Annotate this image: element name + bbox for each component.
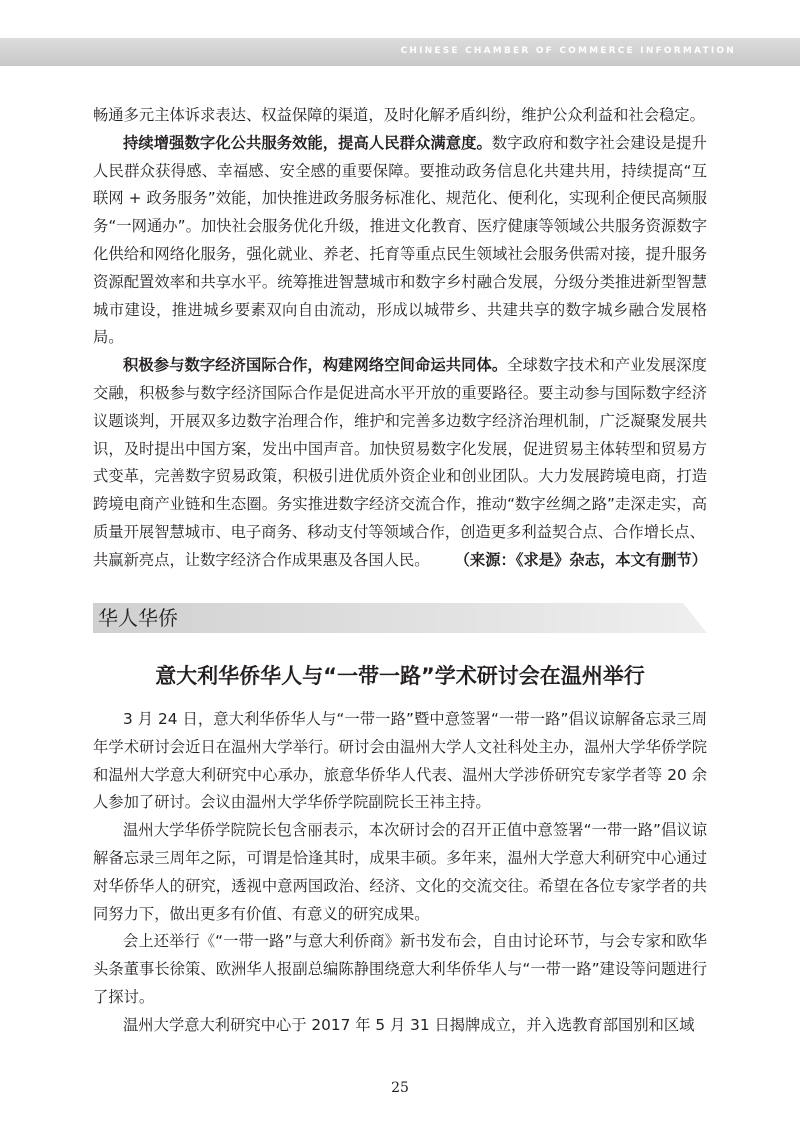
article-title: 意大利华侨华人与“一带一路”学术研讨会在温州举行 <box>155 664 645 688</box>
article-body <box>93 706 707 1040</box>
article-paragraph: 温州大学意大利研究中心于 2017 年 5 月 31 日揭牌成立，并入选教育部国别和区域 <box>123 1015 695 1034</box>
paragraph-text: 全球数字技术和产业发展深度交融，积极参与数字经济国际合作是促进高水平开放的重要路径。要主动参与国际数字经济议题谈判，开展双多边数字治理合作，维护和完善多边数字经济治理机制，广泛凝聚发展共识，及时提出中国方案，发出中国声音。加快贸易数字化发展，促进贸易主体转型和贸易方式变革，完善数字贸易政策，积极引进优质外资企业和创业团队。大力发展跨境电商，打造跨境电商产业链和生态圈。务实推进数字经济交流合作，推动“数字丝绸之路”走深走实，高质量开展智慧城市、电子商务、移动支付等领域合作，创造更多利益契合点、合作增长点、 <box>93 356 707 541</box>
publication-header: CHINESE CHAMBER OF COMMERCE INFORMATION <box>400 46 736 56</box>
section-title: 华人华侨 <box>98 606 178 630</box>
previous-article-body <box>93 102 707 575</box>
body-paragraph <box>93 130 707 352</box>
source-attribution: （来源：《求是》杂志，本文有删节） <box>454 550 707 569</box>
article-paragraph: 会上还举行《“一带一路”与意大利侨商》新书发布会，自由讨论环节，与会专家和欧华头条董事长徐策、欧洲华人报副总编陈静围绕意大利华侨华人与“一带一路”建设等问题进行了探讨。 <box>93 932 707 1006</box>
source-line <box>93 547 707 575</box>
bold-lead: 持续增强数字化公共服务效能，提高人民群众满意度。 <box>123 133 492 152</box>
bold-lead: 积极参与数字经济国际合作，构建网络空间命运共同体。 <box>123 356 508 375</box>
paragraph-text: 数字政府和数字社会建设是提升人民群众获得感、幸福感、安全感的重要保障。要推动政务信息化共建共用，持续提高“互联网 + 政务服务”效能，加快推进政务服务标准化、规范化、便利化，实现利企便民高频服务“一网通办”。加快社会服务优化升级，推进文化教育、医疗健康等领域公共服务资源数字化供给和网络化服务，强化就业、养老、托育等重点民生领域社会服务供需对接，提升服务资源配置效率和共享水平。统筹推进智慧城市和数字乡村融合发展，分级分类推进新型智慧城市建设，推进城乡要素双向自由流动，形成以城带乡、共建共享的数字城乡融合发展格局。 <box>93 133 707 347</box>
continuation-paragraph: 畅通多元主体诉求表达、权益保障的渠道，及时化解矛盾纠纷，维护公众利益和社会稳定。 <box>93 106 705 124</box>
article-paragraph: 3 月 24 日，意大利华侨华人与“一带一路”暨中意签署“一带一路”倡议谅解备忘录三周年学术研讨会近日在温州大学举行。研讨会由温州大学人文社科处主办，温州大学华侨学院和温州大学意大利研究中心承办，旅意华侨华人代表、温州大学涉侨研究专家学者等 20 余人参加了研讨。会议由温州大学华侨学院副院长王祎主持。 <box>93 710 707 812</box>
body-paragraph <box>93 352 707 547</box>
section-bar <box>93 603 707 633</box>
page-number: 25 <box>391 1080 409 1096</box>
paragraph-text: 共赢新亮点，让数字经济合作成果惠及各国人民。 <box>93 550 430 569</box>
article-paragraph: 温州大学华侨学院院长包含丽表示，本次研讨会的召开正值中意签署“一带一路”倡议谅解备忘录三周年之际，可谓是恰逢其时，成果丰硕。多年来，温州大学意大利研究中心通过对华侨华人的研究，透视中意两国政治、经济、文化的交流交往。希望在各位专家学者的共同努力下，做出更多有价值、有意义的研究成果。 <box>93 821 707 923</box>
